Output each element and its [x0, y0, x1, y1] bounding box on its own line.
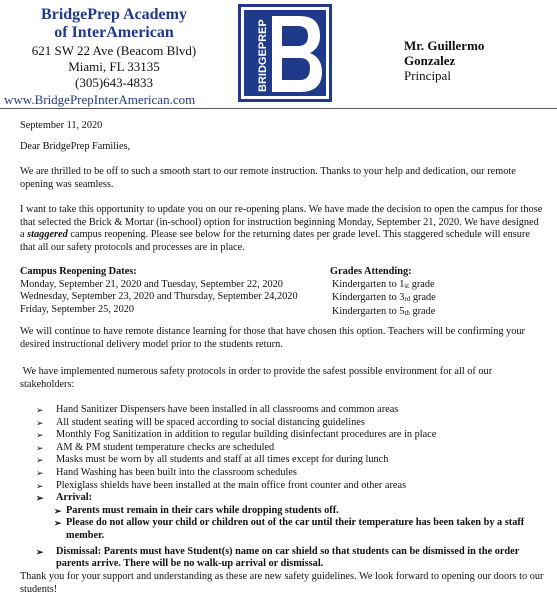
arrow-bullet-icon: ➢	[36, 405, 44, 415]
grade-row-1: Kindergarten to $1_{st}$ grade	[332, 278, 435, 290]
list-item: ➢ Monthly Fog Sanitization in addition to regular building disinfectant procedures are in place	[36, 429, 437, 441]
header-divider	[0, 108, 557, 109]
arrow-bullet-icon: ➢	[36, 430, 44, 441]
date-row-1: Monday, September 21, 2020 and Tuesday, September 22, 2020	[20, 278, 283, 290]
phone: (305)643-4833	[75, 75, 153, 90]
list-item-dismissal: ➢ Dismissal: Parents must have Student(s) name on car shield so that students can be dismissed in the order parents arrive. There will be no walk-up arrival or dismissal.	[36, 545, 520, 570]
closing-paragraph: Thank you for your support and understanding as these are new safety guidelines. We look forward to opening our doors to our students!	[20, 571, 544, 595]
dates-heading: Campus Reopening Dates:	[20, 266, 137, 277]
logo-text: BRIDGEPREP	[257, 19, 269, 92]
date-row-2: Wednesday, September 23, 2020 and Thursday, September 24,2020	[20, 291, 298, 303]
arrow-bullet-icon: ➢	[36, 546, 44, 557]
reopening-dates	[20, 266, 298, 316]
list-item: ➢ AM & PM student temperature checks are scheduled	[36, 441, 275, 453]
grade-row-2: Kindergarten to $3_{rd}$ grade	[332, 292, 436, 304]
paragraph-2-emphasis: staggered	[27, 229, 68, 241]
address-line2: Miami, FL 33135	[68, 59, 160, 74]
arrow-bullet-icon: ➢	[36, 480, 44, 491]
paragraph-1	[20, 166, 545, 191]
arrow-bullet-icon: ➢	[36, 417, 44, 428]
date-row-3: Friday, September 25, 2020	[20, 303, 135, 315]
website-link[interactable]: www.BridgePrepInterAmerican.com	[4, 92, 196, 107]
paragraph-3: We will continue to have remote distance learning for those that have chosen this option. Teachers will be confirming your desired instructional delivery model prior to the students return.	[20, 326, 525, 350]
paragraph-2-part-a: I want to take this opportunity to update you on our re-opening plans. We have made the decision to open the campus for those that selected the Brick & Mortar (in-school) option for instruction beginning Monday, September 21, 2020. We have designed a	[20, 204, 543, 241]
school-name-line2: of InterAmerican	[54, 24, 174, 41]
safety-protocols-list	[36, 404, 546, 571]
arrival-sub-item: ➢ Please do not allow your child or children out of the car until their temperature has been taken by a staff member.	[54, 517, 525, 541]
arrow-bullet-icon: ➢	[36, 467, 44, 478]
bridgeprep-logo	[238, 4, 332, 102]
arrow-bullet-icon: ➢	[54, 518, 62, 529]
list-item: ➢ All student seating will be spaced according to social distancing guidelines	[36, 416, 365, 428]
letter-date: September 11, 2020	[20, 120, 103, 131]
school-name-line1: BridgePrep Academy	[41, 6, 187, 23]
list-item: ➢ Plexiglass shields have been installed at the main office front counter and other areas	[36, 479, 407, 491]
list-item: ➢ Hand Sanitizer Dispensers have been installed in all classrooms and common areas	[36, 404, 399, 415]
arrow-bullet-icon: ➢	[36, 493, 44, 504]
paragraph-2	[20, 204, 545, 254]
arrival-sub-item: ➢ Parents must remain in their cars while dropping students off.	[54, 504, 339, 516]
list-item: ➢ Hand Washing has been built into the classroom schedules	[36, 466, 297, 478]
bridgeprep-logo-svg	[238, 4, 332, 102]
paragraph-1-text: We are thrilled to be off to such a smooth start to our remote instruction. Thanks to your help and dedication, our remote opening was seamless.	[20, 166, 516, 190]
paragraph-4: We have implemented numerous safety protocols in order to provide the safest possible environment for all of our stakeholders:	[20, 366, 495, 390]
principal-name-line1: Mr. Guillermo	[404, 38, 485, 53]
arrow-bullet-icon: ➢	[36, 455, 44, 466]
grades-attending	[330, 266, 436, 319]
arrow-bullet-icon: ➢	[36, 442, 44, 453]
salutation: Dear BridgePrep Families,	[20, 141, 131, 152]
principal-name-line2: Gonzalez	[404, 53, 456, 68]
arrow-bullet-icon: ➢	[54, 505, 62, 516]
paragraph-2-part-b: campus reopening. Please see below for the returning dates per grade level. This staggered schedule will ensure that all our safety protocols and processes are in place.	[20, 229, 530, 253]
principal-title: Principal	[404, 68, 451, 83]
grades-heading: Grades Attending:	[330, 266, 412, 277]
address-line1: 621 SW 22 Ave (Beacom Blvd)	[31, 43, 197, 58]
list-item: ➢ Masks must be worn by all students and staff at all times except for during lunch	[36, 454, 389, 466]
grade-row-3: Kindergarten to $5_{th}$ grade	[332, 305, 436, 317]
list-item-arrival: ➢ Arrival:	[36, 492, 93, 504]
